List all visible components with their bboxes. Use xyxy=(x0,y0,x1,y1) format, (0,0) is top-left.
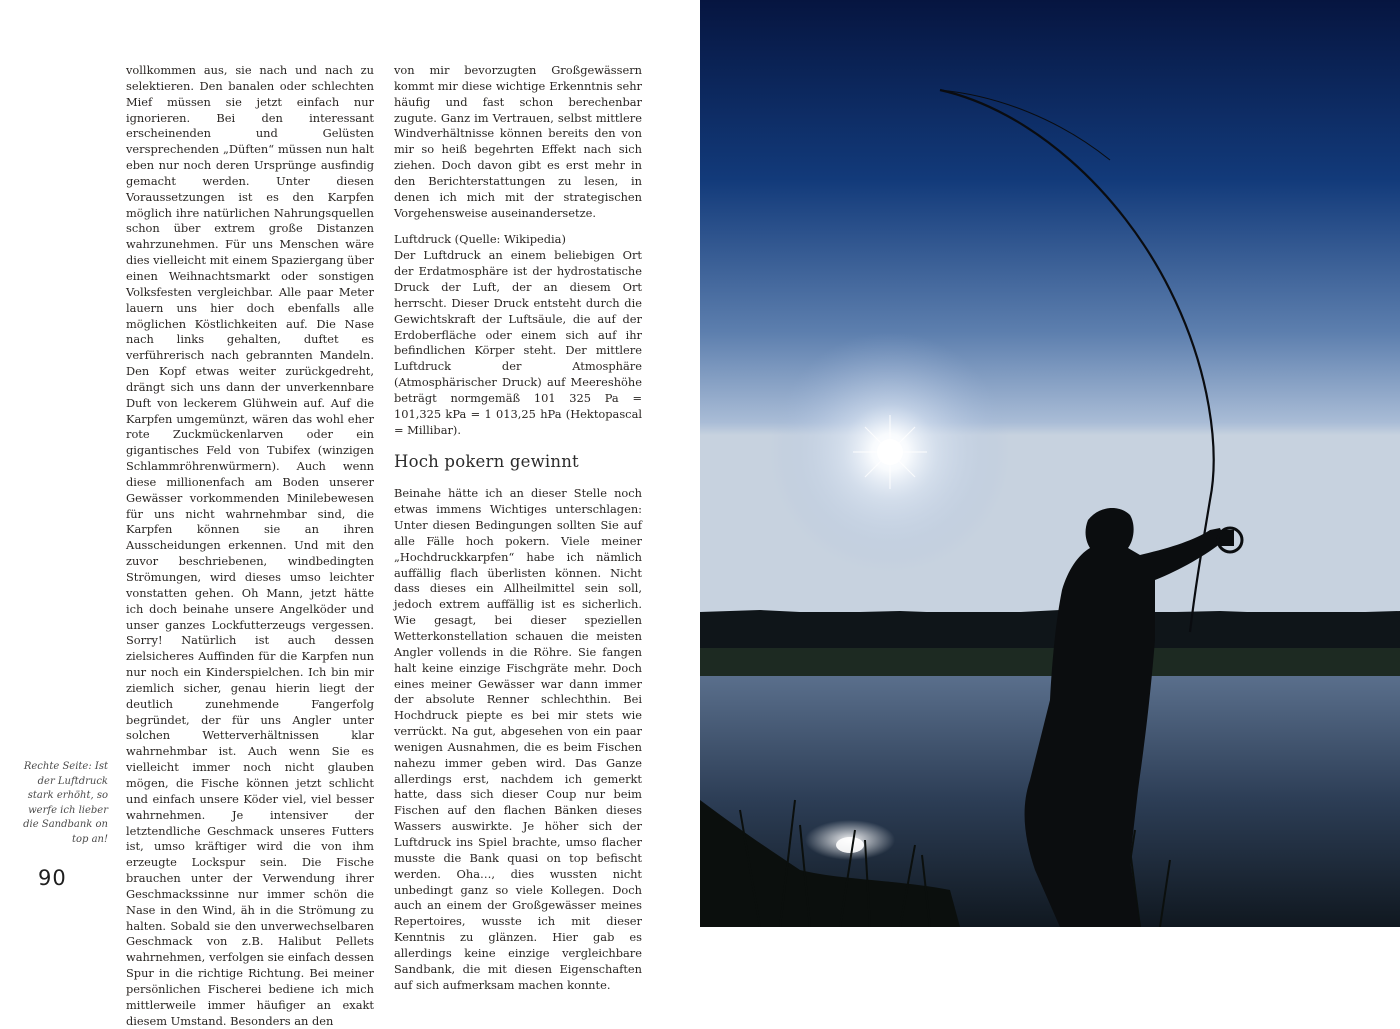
left-page xyxy=(0,0,700,1028)
sky xyxy=(700,0,1400,640)
body-paragraph: Beinahe hätte ich an dieser Stelle noch etwas immens Wichtiges unterschlagen: Unter diesen Bedingungen sollten Sie auf alle Fälle hoch pokern. Viele meiner „Hochdruckkarpfen“ habe ich nämlich auffällig flach überlisten können. Nicht dass dieses ein Allheilmittel sein soll, jedoch extrem auffällig ist es sicherlich. Wie gesagt, bei dieser speziellen Wetterkonstellation schauen die meisten Angler vollends in die Röhre. Sie fangen halt keine einzige Fischgräte mehr. Doch eines meiner Gewässer war dann immer der absolute Renner schlechthin. Bei Hochdruck piepte es bei mir stets wie verrückt. Na gut, abgesehen von ein paar wenigen Ausnahmen, die es beim Fischen nahezu immer geben wird. Das Ganze allerdings erst, nachdem ich gemerkt hatte, dass sich dieser Coup nur beim Fischen auf den flachen Bänken dieses Wassers auswirkte. Je höher sich der Luftdruck ins Spiel brachte, umso flacher musste die Bank quasi on top befischt werden. Oha…, dies wussten nicht unbedingt ganz so viele Kollegen. Doch auch an einem der Großgewässer meines Repertoires, wusste ich mit dieser Kenntnis zu glänzen. Hier gab es allerdings keine einzige vergleichbare Sandbank, die mit diesen Eigenschaften auf sich aufmerksam machen konnte. xyxy=(394,486,642,992)
photo-caption: Rechte Seite: Ist der Luftdruck stark erhöht, so werfe ich lieber die Sandbank on top an! xyxy=(23,761,108,845)
far-shore xyxy=(700,648,1400,678)
angler-silhouette-photo xyxy=(700,0,1400,927)
sun xyxy=(877,439,903,465)
right-page xyxy=(700,0,1400,927)
page-number: 90 xyxy=(38,866,67,890)
text-column-left xyxy=(126,63,374,1029)
body-paragraph: von mir bevorzugten Großgewässern kommt mir diese wichtige Erkenntnis sehr häufig und fast schon berechenbar zugute. Ganz im Vertrauen, selbst mittlere Windverhältnisse können bereits den von mir so heiß begehrten Effekt nach sich ziehen. Doch davon gibt es erst mehr in den Berichterstattungen zu lesen, in denen ich mich mit der strategischen Vorgehensweise auseinandersetze. xyxy=(394,63,642,220)
info-box-title: Luftdruck (Quelle: Wikipedia) xyxy=(394,232,566,247)
info-box-text: Der Luftdruck an einem beliebigen Ort der Erdatmosphäre ist der hydrostatische Druck der Luft, der an diesem Ort herrscht. Dieser Druck entsteht durch die Gewichtskraft der Luftsäule, die auf der Erdoberfläche oder einem sich auf ihr befindlichen Körper steht. Der mittlere Luftdruck der Atmosphäre (Atmosphärischer Druck) auf Meereshöhe beträgt normgemäß 101 325 Pa = 101,325 kPa = 1 013,25 hPa (Hektopascal = Millibar). xyxy=(394,248,642,437)
section-heading: Hoch pokern gewinnt xyxy=(394,452,579,472)
text-column-right xyxy=(394,63,642,993)
body-paragraph: vollkommen aus, sie nach und nach zu selektieren. Den banalen oder schlechten Mief müssen sie jetzt einfach nur ignorieren. Bei den interessant erscheinenden und Gelüsten versprechenden „Düften“ müssen nun halt eben nur noch deren Ursprünge ausfindig gemacht werden. Unter diesen Voraussetzungen ist es den Karpfen möglich ihre natürlichen Nahrungsquellen schon über extrem große Distanzen wahrzunehmen. Für uns Menschen wäre dies vielleicht mit einem Spaziergang über einen Weihnachtsmarkt oder sonstigen Volksfesten vergleichbar. Alle paar Meter lauern uns hier doch ebenfalls alle möglichen Köstlichkeiten auf. Die Nase nach links gehalten, duftet es verführerisch nach gebrannten Mandeln. Den Kopf etwas weiter zurückgedreht, drängt sich uns dann der unverkennbare Duft von leckerem Glühwein auf. Auf die Karpfen umgemünzt, wären das wohl eher rote Zuckmückenlarven oder ein gigantisches Feld von Tubifex (winzigen Schlammröhrenwürmern). Auch wenn diese millionenfach am Boden unserer Gewässer vorkommenden Minilebewesen für uns nicht wahrnehmbar sind, die Karpfen können sie an ihren Ausscheidungen erkennen. Und mit den zuvor beschriebenen, windbedingten Strömungen, wird dieses umso leichter vonstatten gehen. Oh Mann, jetzt hätte ich doch beinahe unsere Angelköder und unser ganzes Lockfutterzeugs vergessen. Sorry! Natürlich ist auch dessen zielsicheres Auffinden für die Karpfen nun nur noch ein Kinderspielchen. Ich bin mir ziemlich sicher, genau hierin liegt der deutlich zunehmende Fangerfolg begründet, der für uns Angler unter solchen Wetterverhältnissen klar wahrnehmbar ist. Auch wenn Sie es vielleicht immer noch nicht glauben mögen, die Fische können jetzt schlicht und einfach unsere Köder viel, viel besser wahrnehmen. Je intensiver der letztendliche Geschmack unseres Futters ist, umso kräftiger wird die von ihm erzeugte Lockspur sein. Die Fische brauchen unter der Verwendung ihrer Geschmackssinne nur immer schön die Nase in den Wind, äh in die Strömung zu halten. Sobald sie den unverwechselbaren Geschmack von z.B. Halibut Pellets wahrnehmen, verfolgen sie einfach dessen Spur in die richtige Richtung. Bei meiner persönlichen Fischerei bediene ich mich mittlerweile immer häufiger an exakt diesem Umstand. Besonders an den xyxy=(126,63,374,1028)
